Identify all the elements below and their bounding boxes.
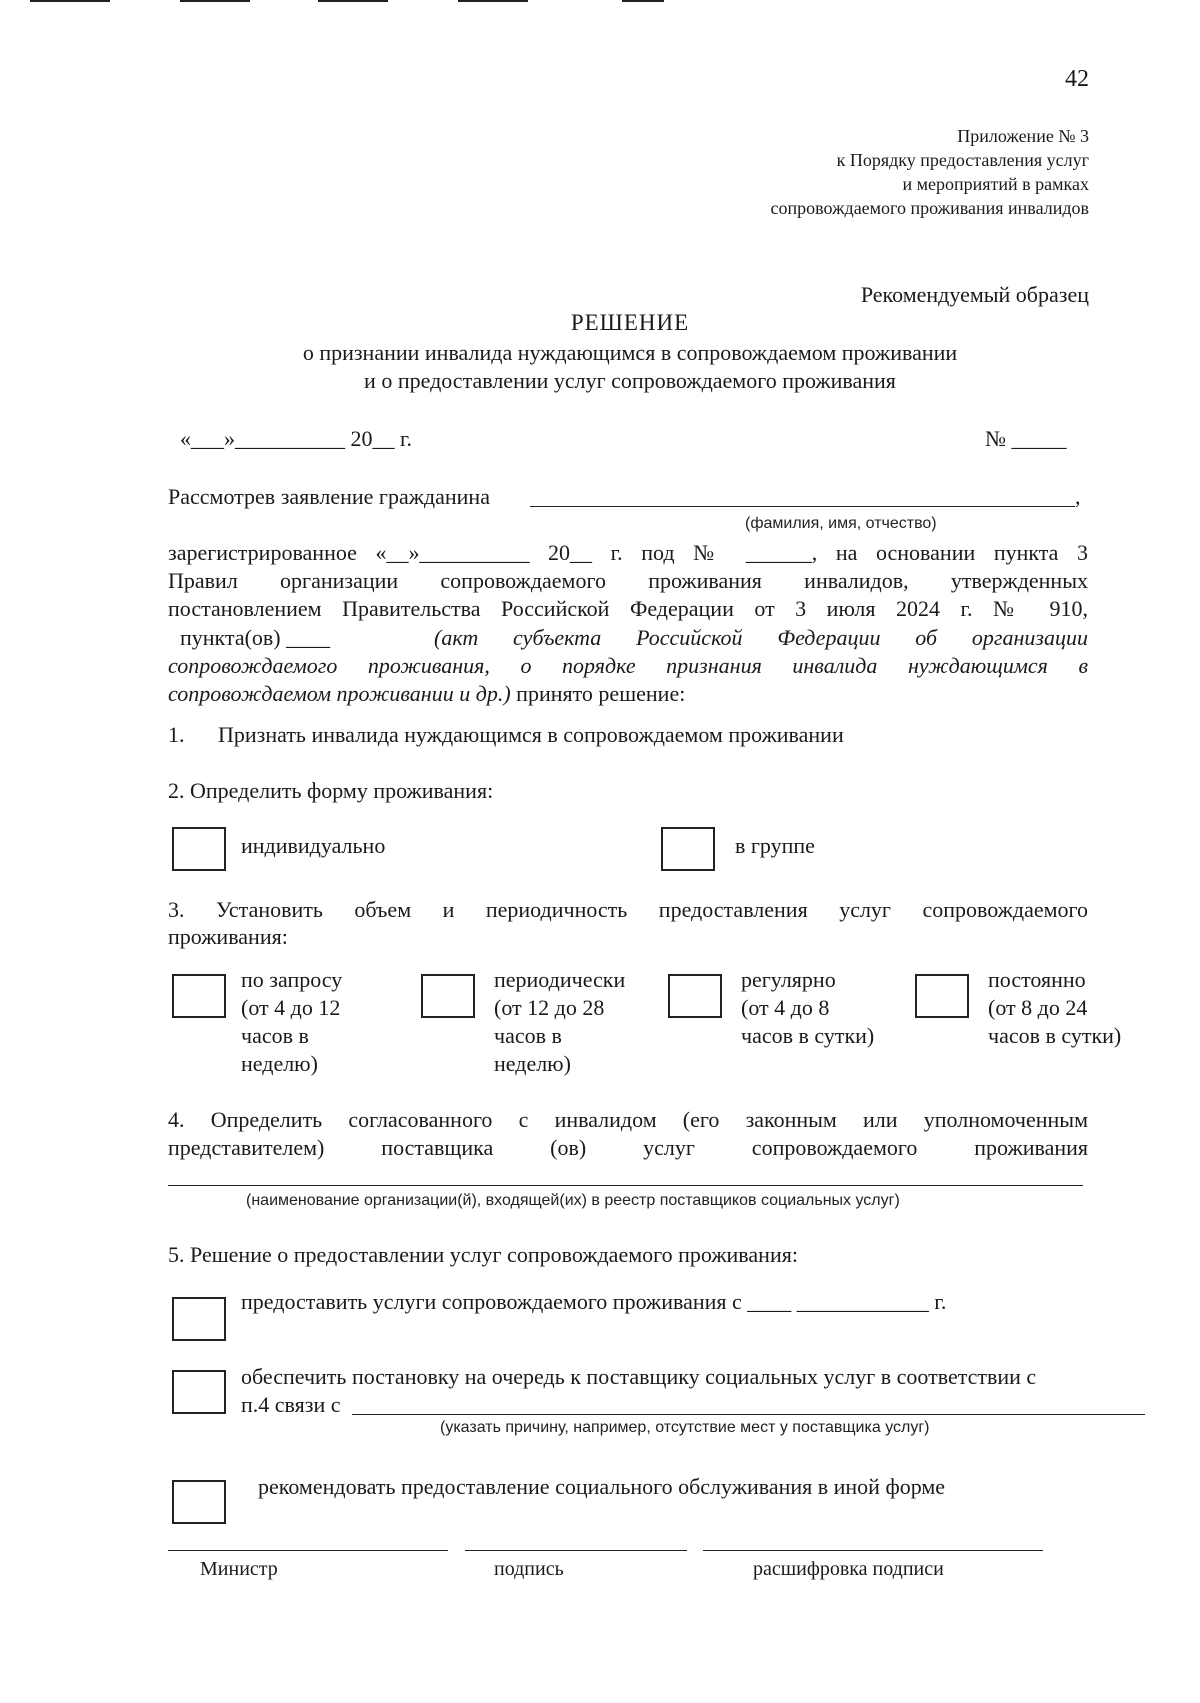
paragraph-line: зарегистрированное «__»__________ 20__ г. под № ______, на основании пункта 3 (168, 540, 1088, 565)
number-field[interactable]: № _____ (985, 426, 1067, 451)
option-line: часов в (241, 1023, 309, 1048)
item-2-title: 2. Определить форму проживания: (168, 778, 494, 803)
date-field[interactable]: «___»__________ 20__ г. (180, 426, 413, 451)
option-line: неделю) (494, 1051, 571, 1076)
paragraph-line: пункта(ов) ____ (180, 625, 331, 650)
option-line: часов в сутки) (741, 1023, 875, 1048)
option-line: (от 4 до 8 (741, 995, 830, 1020)
reason-field[interactable] (352, 1414, 1145, 1415)
item-5-title: 5. Решение о предоставлении услуг сопровождаемого проживания: (168, 1242, 798, 1267)
applicant-name-field[interactable] (530, 506, 1075, 507)
top-rule (318, 0, 388, 2)
checkbox-other-form[interactable] (172, 1480, 226, 1524)
frequency-option (988, 966, 1121, 1050)
option-line: по запросу (241, 967, 343, 992)
paragraph-plain-part: принято решение: (510, 681, 686, 706)
paragraph-line: Правил организации сопровождаемого проживания инвалидов, утвержденных (168, 568, 1088, 593)
item-4-text: 4. Определить согласованного с инвалидом (его законным или уполномоченным (168, 1107, 1088, 1132)
frequency-option (241, 966, 342, 1078)
option-line: постоянно (988, 967, 1086, 992)
checkbox-queue[interactable] (172, 1370, 226, 1414)
option-label: обеспечить постановку на очередь к поставщику социальных услуг в соответствии с (241, 1364, 1037, 1389)
option-line: неделю) (241, 1051, 318, 1076)
checkbox-on-request[interactable] (172, 974, 226, 1018)
appendix-line: к Порядку предоставления услуг (836, 150, 1089, 170)
option-line: (от 8 до 24 (988, 995, 1088, 1020)
checkbox-group[interactable] (661, 827, 715, 871)
top-rule (622, 0, 664, 2)
checkbox-permanent[interactable] (915, 974, 969, 1018)
option-line: (от 12 до 28 (494, 995, 605, 1020)
signature-sign: подпись (494, 1558, 564, 1580)
signature-line[interactable] (465, 1550, 687, 1551)
appendix-line: сопровождаемого проживания инвалидов (770, 198, 1089, 218)
item-3-title: 3. Установить объем и периодичность предоставления услуг сопровождаемого (168, 897, 1088, 922)
top-rule (458, 0, 528, 2)
document-subtitle: и о предоставлении услуг сопровождаемого проживания (364, 368, 896, 393)
field-caption: (фамилия, имя, отчество) (745, 515, 937, 532)
checkbox-individual[interactable] (172, 827, 226, 871)
signature-decoding: расшифровка подписи (753, 1558, 944, 1580)
option-line: регулярно (741, 967, 836, 992)
option-label: п.4 связи с (241, 1392, 341, 1417)
field-caption: (указать причину, например, отсутствие мест у поставщика услуг) (440, 1419, 930, 1436)
top-rule (180, 0, 250, 2)
paragraph-line: постановлением Правительства Российской Федерации от 3 июля 2024 г. № 910, (168, 596, 1088, 621)
option-label: индивидуально (241, 833, 386, 858)
option-label: предоставить услуги сопровождаемого проживания с ____ ____________ г. (241, 1289, 947, 1314)
provider-name-field[interactable] (168, 1185, 1083, 1186)
appendix-block (771, 124, 1089, 220)
top-rule (30, 0, 110, 2)
field-caption: (наименование организации(й), входящей(их) в реестр поставщиков социальных услуг) (246, 1192, 900, 1209)
option-label: рекомендовать предоставление социального обслуживания в иной форме (258, 1474, 946, 1499)
option-line: часов в сутки) (988, 1023, 1122, 1048)
sample-label: Рекомендуемый образец (860, 282, 1089, 307)
document-title: РЕШЕНИЕ (570, 310, 690, 335)
checkbox-provide-services[interactable] (172, 1297, 226, 1341)
paragraph-line (168, 681, 685, 707)
page-number: 42 (1065, 66, 1089, 92)
paragraph-line-italic: (акт субъекта Российской Федерации об организации (434, 625, 1088, 650)
paragraph-italic-part: сопровождаемом проживании и др.) (168, 681, 511, 706)
frequency-option (741, 966, 874, 1050)
appendix-line: и мероприятий в рамках (902, 174, 1089, 194)
signature-line[interactable] (168, 1550, 448, 1551)
comma: , (1075, 484, 1081, 509)
frequency-option (494, 966, 625, 1078)
option-line: часов в (494, 1023, 562, 1048)
appendix-line: Приложение № 3 (957, 126, 1089, 146)
paragraph-line-italic: сопровождаемого проживания, о порядке признания инвалида нуждающимся в (168, 653, 1088, 678)
option-line: (от 4 до 12 (241, 995, 341, 1020)
signature-line[interactable] (703, 1550, 1043, 1551)
option-line: периодически (494, 967, 626, 992)
item-number: 1. (168, 722, 185, 747)
item-1-text: Признать инвалида нуждающимся в сопровождаемом проживании (218, 722, 844, 747)
document-subtitle: о признании инвалида нуждающимся в сопровождаемом проживании (302, 340, 958, 365)
signature-role: Министр (200, 1558, 278, 1580)
checkbox-regular[interactable] (668, 974, 722, 1018)
checkbox-periodic[interactable] (421, 974, 475, 1018)
item-4-text: представителем) поставщика (ов) услуг сопровождаемого проживания (168, 1135, 1088, 1160)
option-label: в группе (735, 833, 815, 858)
considered-label: Рассмотрев заявление гражданина (168, 484, 490, 509)
item-3-title: проживания: (168, 924, 288, 949)
